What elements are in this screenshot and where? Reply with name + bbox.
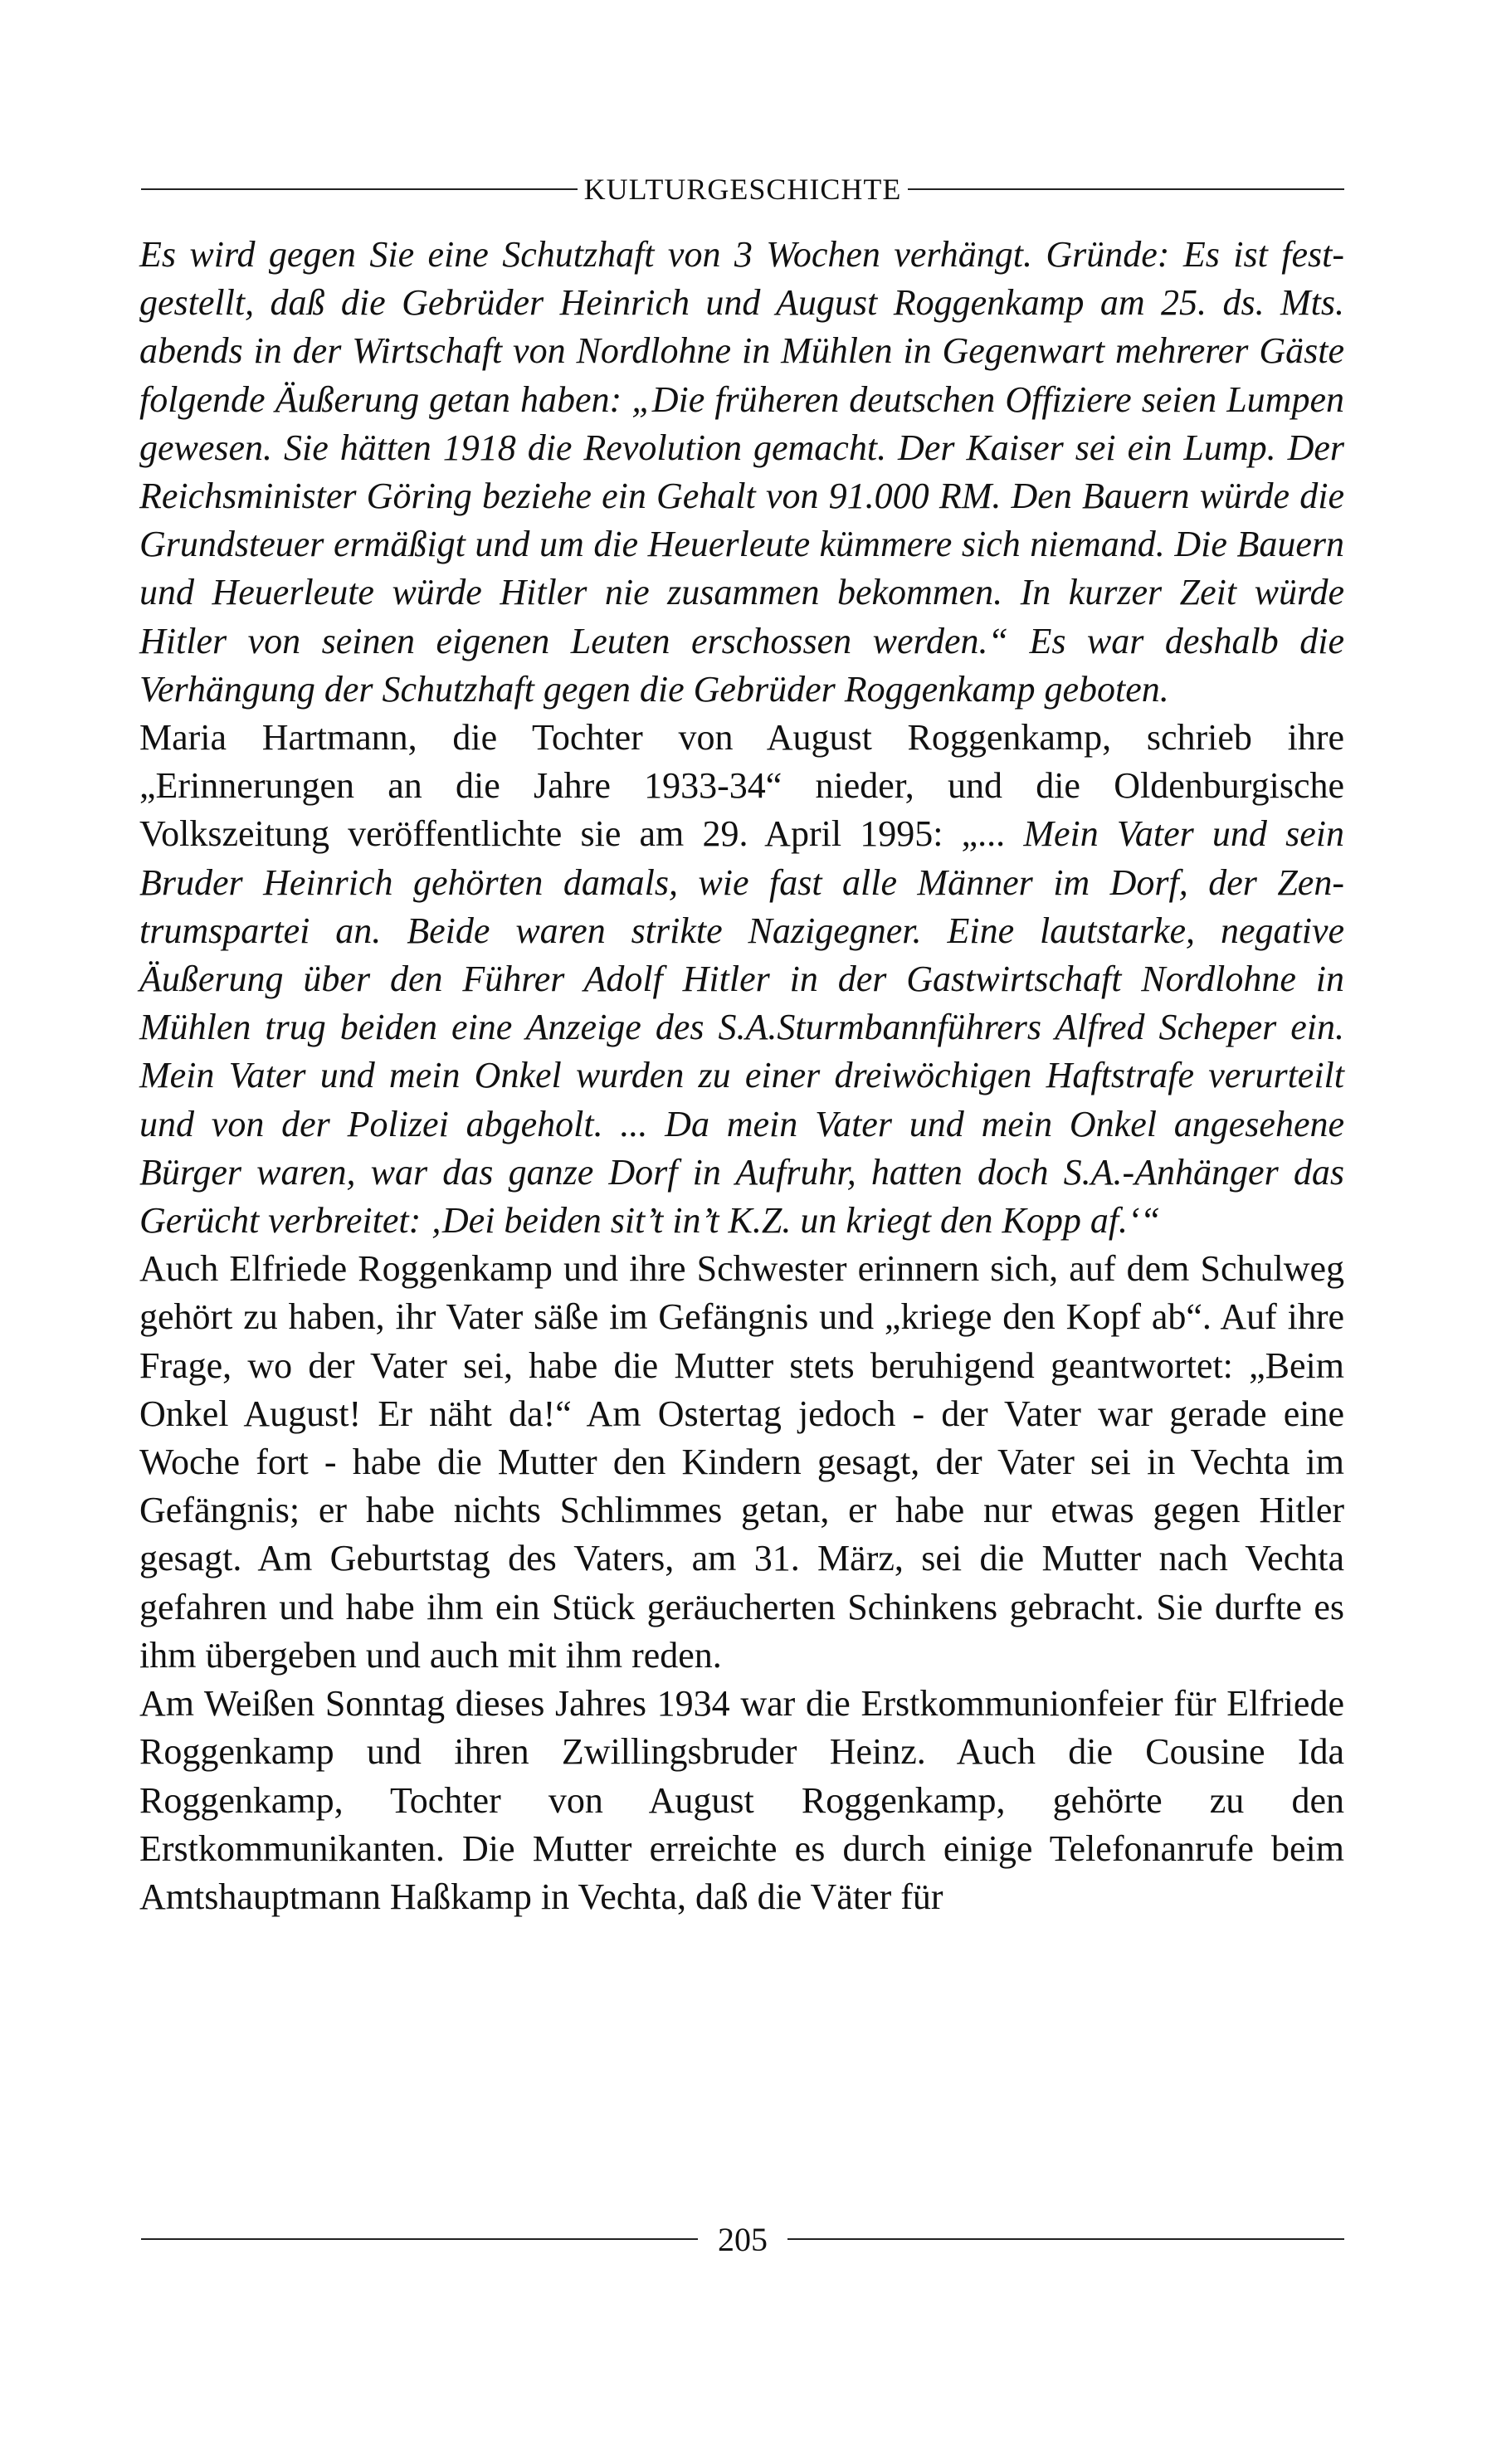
paragraph-roman-text: Maria Hartmann, die Tochter von August Roggenkamp, schrieb ihre „Erinnerungen an die Jahre 1933-34“ nieder, und die Oldenburgische Volkszeitung veröffentlichte sie am 29. April 1995: „... bbox=[139, 717, 1344, 855]
paragraph-italic-quote: Mein Vater und sein Bruder Heinrich gehörten damals, wie fast alle Männer im Dorf, der Zentrumspartei an. Beide waren strikte Nazigegner. Eine lautstarke, negative Äußerung über den Führer Adolf Hitler in der Gastwirtschaft Nordlohne in Mühlen trug beiden eine Anzeige des S.A.Sturmbannführers Alfred Scheper ein. Mein Vater und mein Onkel wurden zu einer dreiwöchigen Haftstrafe verurteilt und von der Polizei abgeholt. ... Da mein Vater und mein Onkel angesehene Bürger waren, war das ganze Dorf in Aufruhr, hatten doch S.A.-Anhänger das Gerücht verbreitet: ‚Dei beiden sit’t in’t K.Z. un kriegt den Kopp af.‘“ bbox=[139, 813, 1344, 1242]
paragraph-elfriede-roggenkamp: Auch Elfriede Roggenkamp und ihre Schwester erinnern sich, auf dem Schulweg gehört zu haben, ihr Vater säße im Gefängnis und „kriege den Kopf ab“. Auf ihre Frage, wo der Vater sei, habe die Mutter stets beruhigend geantwortet: „Beim Onkel August! Er näht da!“ Am Ostertag jedoch - der Vater war gerade eine Woche fort - habe die Mutter den Kindern gesagt, der Vater sei in Vechta im Gefängnis; er habe nichts Schlimmes getan, er habe nur etwas gegen Hitler gesagt. Am Geburtstag des Vaters, am 31. März, sei die Mutter nach Vechta gefahren und habe ihm ein Stück geräucherten Schinkens gebracht. Sie durfte es ihm übergeben und auch mit ihm reden. bbox=[139, 1248, 1344, 1676]
header-rule-right bbox=[908, 188, 1344, 190]
page-number: 205 bbox=[718, 2220, 768, 2258]
body-text bbox=[139, 231, 1344, 1921]
paragraph-weisser-sonntag: Am Weißen Sonntag dieses Jahres 1934 war die Erstkommunionfeier für Elfriede Roggenkamp und ihren Zwillingsbruder Heinz. Auch die Cousine Ida Roggenkamp, Tochter von August Roggenkamp, gehörte zu den Erstkommunikanten. Die Mutter erreichte es durch einige Telefonanrufe beim Amtshauptmann Haßkamp in Vechta, daß die Väter für bbox=[139, 1683, 1344, 1917]
footer-rule-right bbox=[787, 2238, 1344, 2240]
footer-rule-left bbox=[141, 2238, 698, 2240]
italic-quote-paragraph: Es wird gegen Sie eine Schutzhaft von 3 Wochen verhängt. Gründe: Es ist festgestellt, daß die Gebrüder Heinrich und August Roggenkamp am 25. ds. Mts. abends in der Wirtschaft von Nordlohne in Mühlen in Gegenwart mehrerer Gäste folgende Äußerung getan haben: „Die früheren deutschen Offiziere seien Lumpen gewesen. Sie hätten 1918 die Revolution gemacht. Der Kaiser sei ein Lump. Der Reichsminister Göring beziehe ein Gehalt von 91.000 RM. Den Bauern würde die Grundsteuer ermäßigt und um die Heuerleute kümmere sich niemand. Die Bauern und Heuerleute würde Hitler nie zusammen bekommen. In kurzer Zeit würde Hitler von seinen eigenen Leuten erschossen werden.“ Es war deshalb die Verhängung der Schutzhaft gegen die Gebrüder Roggenkamp geboten. bbox=[139, 234, 1344, 710]
paragraph-maria-hartmann bbox=[139, 714, 1344, 1245]
running-head bbox=[141, 166, 1344, 212]
running-title: KULTURGESCHICHTE bbox=[583, 173, 902, 206]
header-rule-left bbox=[141, 188, 578, 190]
page-footer bbox=[141, 2214, 1344, 2264]
